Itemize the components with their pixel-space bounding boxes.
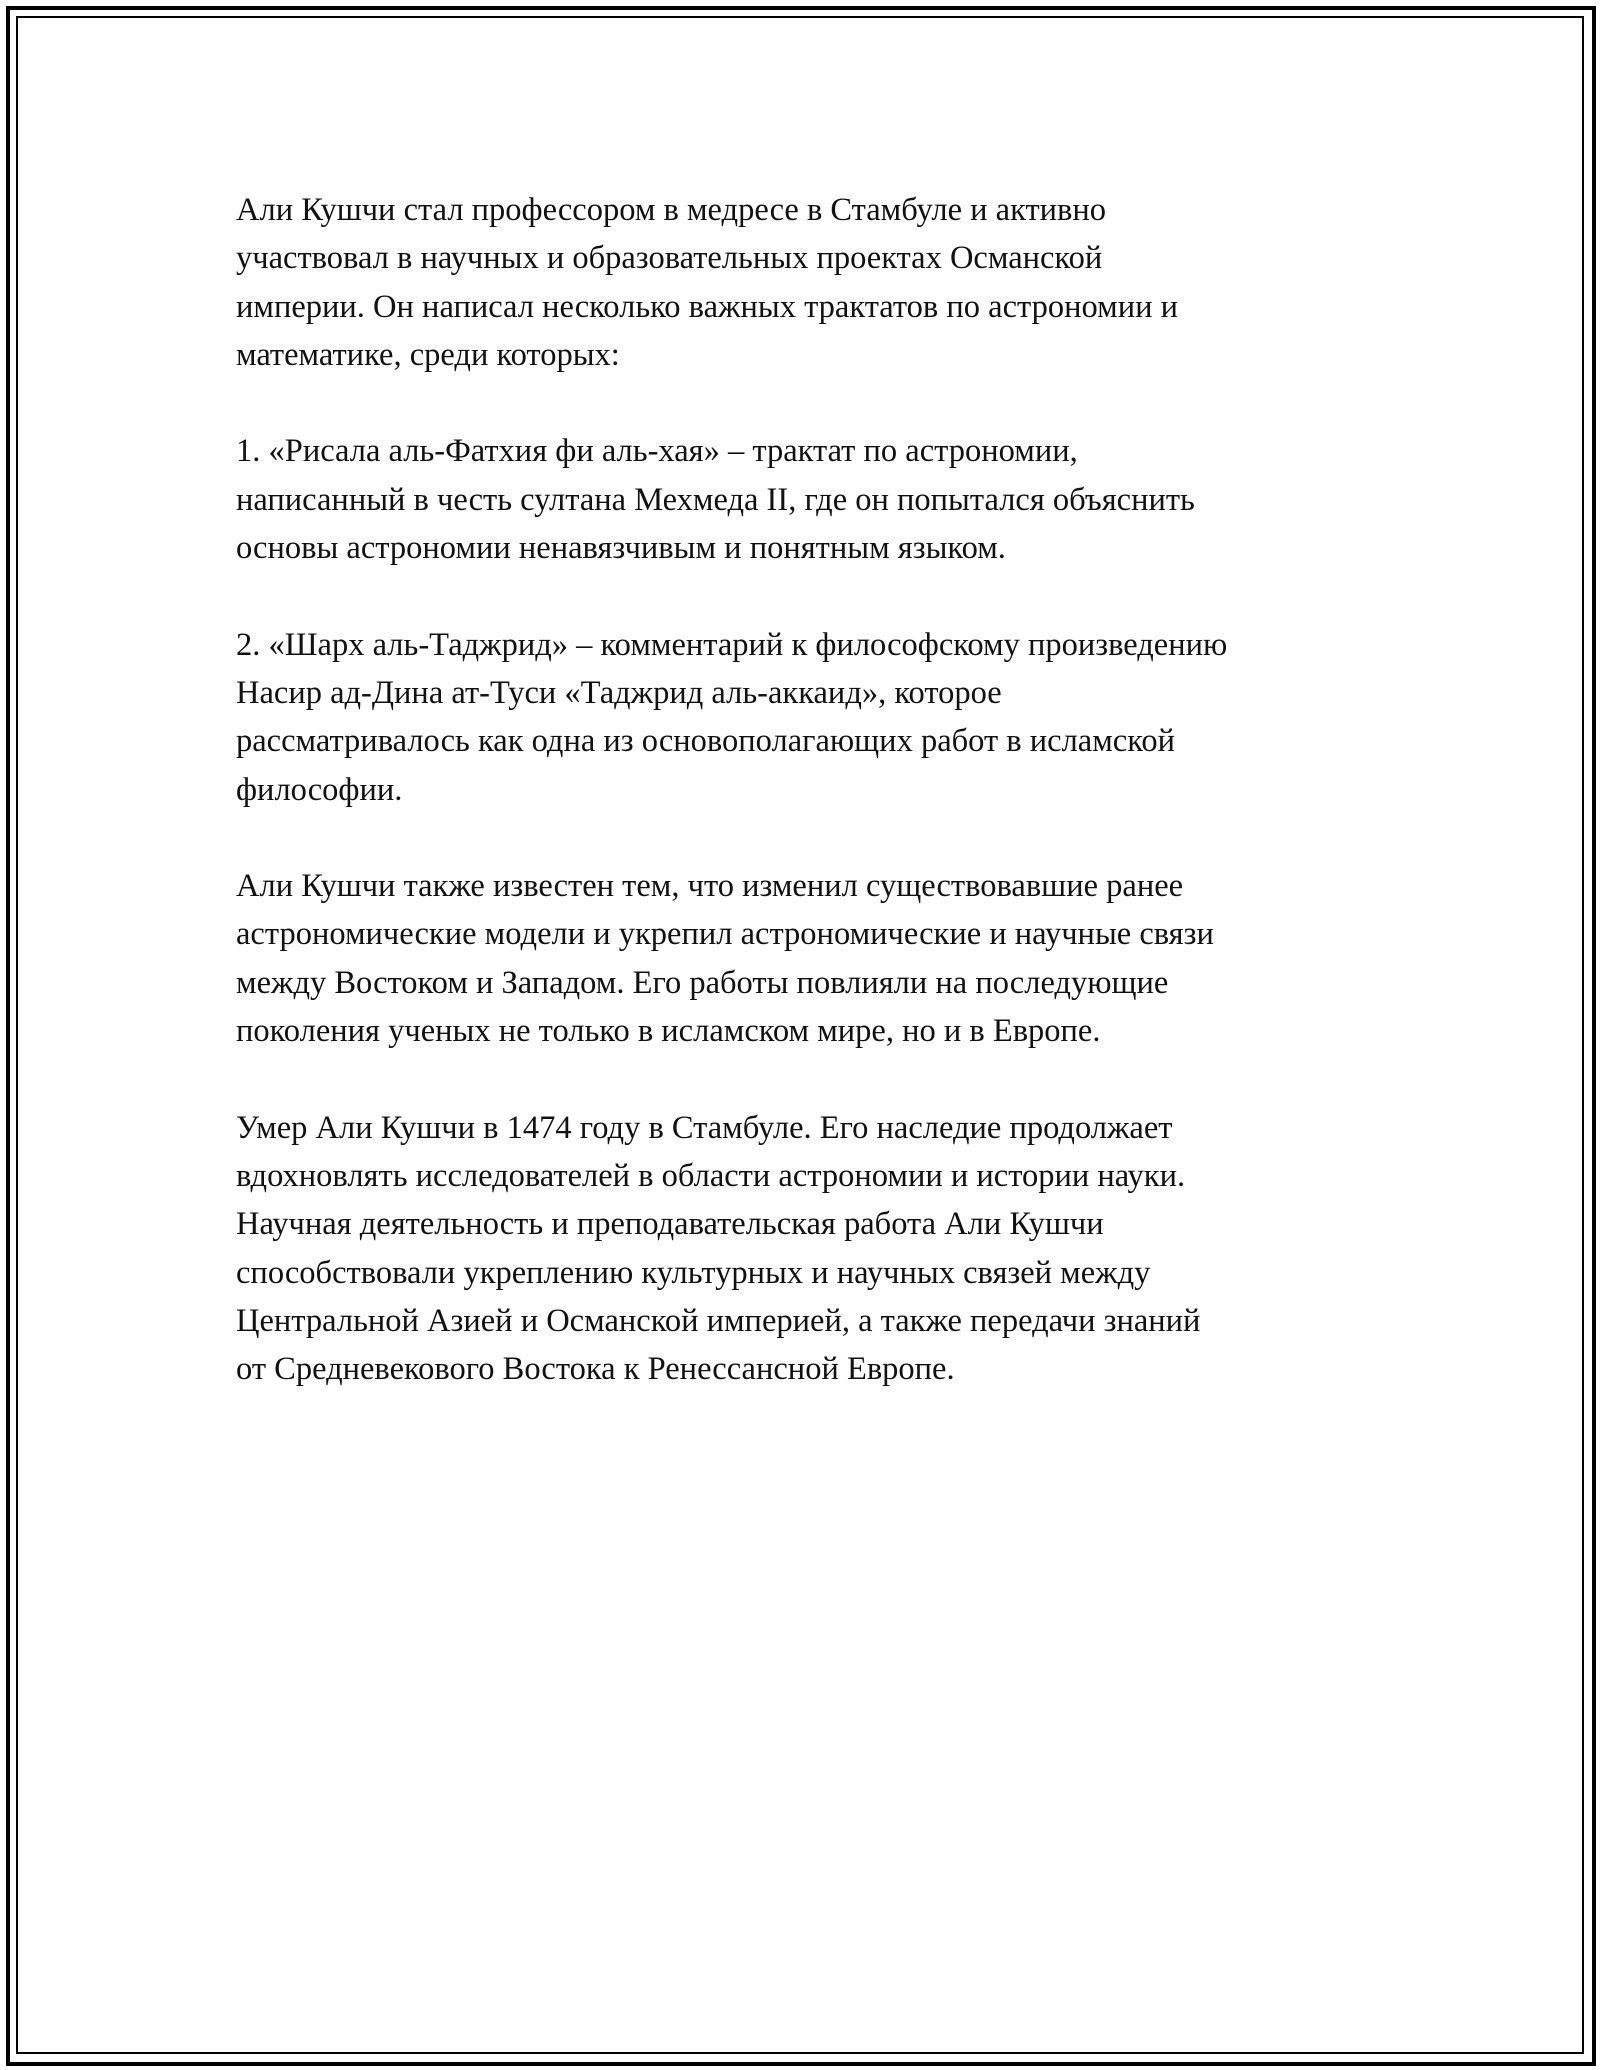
paragraph-intro: Али Кушчи стал профессором в медресе в Стамбуле и активно участвовал в научных и образовательных проектах Османской империи. Он написал несколько важных трактатов по астрономии и математике, среди которых: <box>236 192 1178 373</box>
paragraph-legacy-models: Али Кушчи также известен тем, что изменил существовавшие ранее астрономические модели и укрепил астрономические и научные связи между Востоком и Западом. Его работы повлияли на последующие поколения ученых не только в исламском мире, но и в Европе. <box>236 868 1214 1050</box>
document-body <box>236 186 1366 1393</box>
list-item-treatise-1: 1. «Рисала аль-Фатхия фи аль-хая» – трактат по астрономии, написанный в честь султана Мехмеда II, где он попытался объяснить основы астрономии ненавязчивым и понятным языком. <box>236 433 1195 567</box>
list-item-treatise-2: 2. «Шарх аль-Таджрид» – комментарий к философскому произведению Насир ад-Дина ат-Туси «Таджрид аль-аккаид», которое рассматривалось как одна из основополагающих работ в исламской философии. <box>236 626 1228 808</box>
paragraph-death-legacy: Умер Али Кушчи в 1474 году в Стамбуле. Его наследие продолжает вдохновлять исследователей в области астрономии и истории науки. Научная деятельность и преподавательская работа Али Кушчи способствовали укреплению культурных и научных связей между Центральной Азией и Османской империей, а также передачи знаний от Средневекового Востока к Ренессансной Европе. <box>236 1109 1201 1388</box>
